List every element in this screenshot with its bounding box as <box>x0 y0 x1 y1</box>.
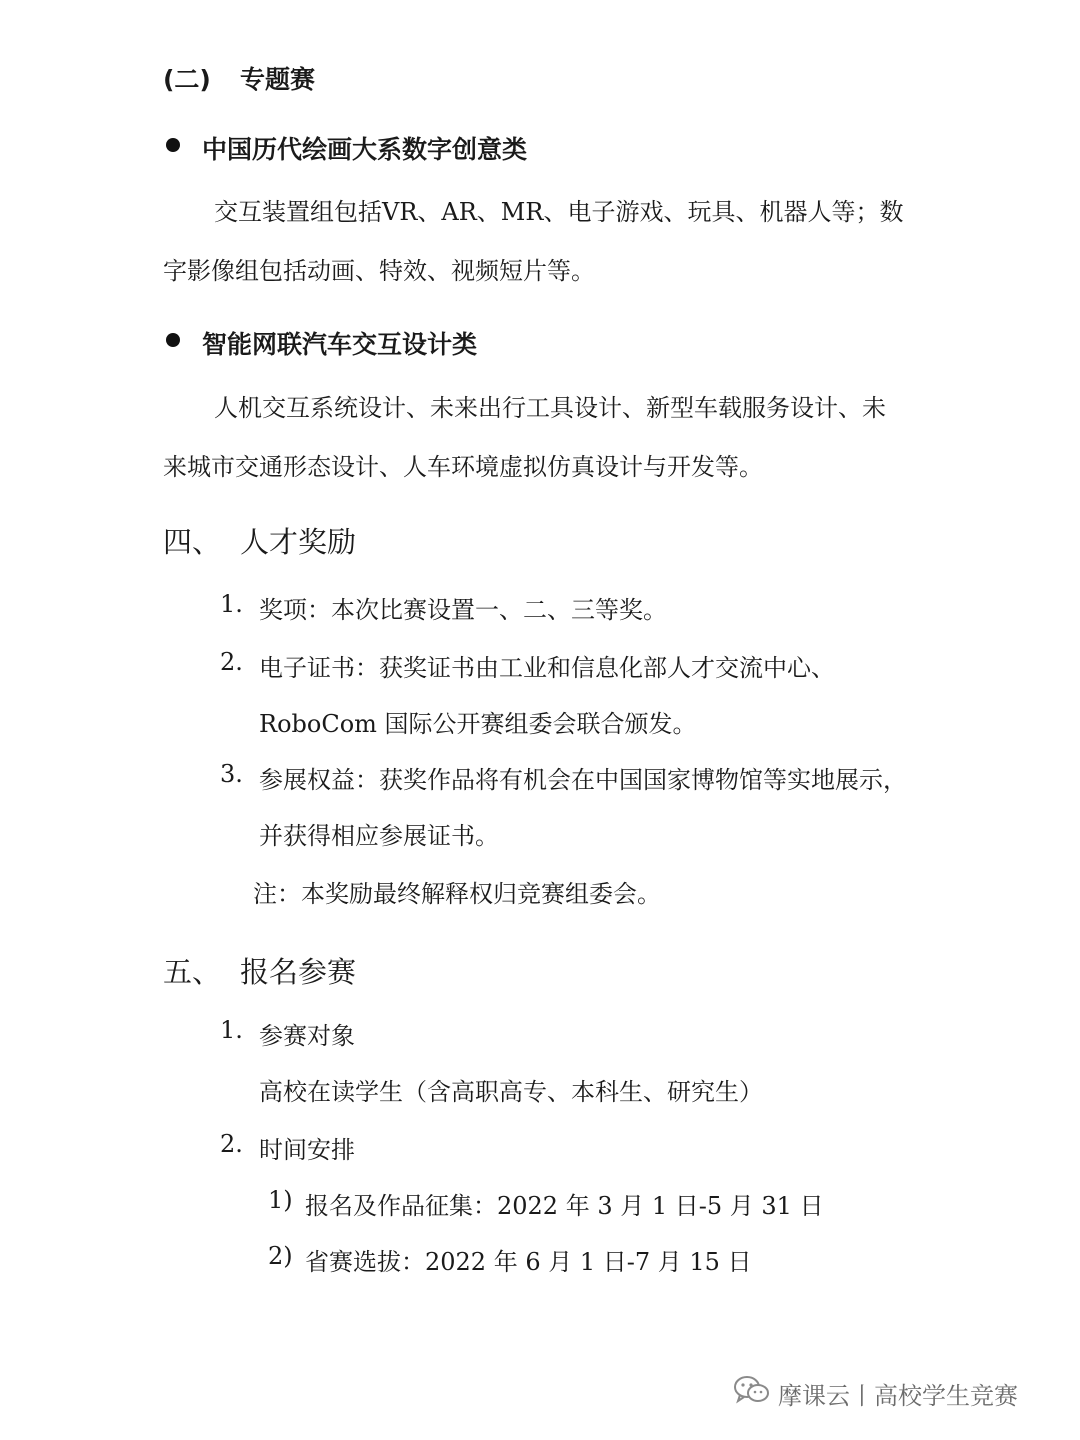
registration-item-1-continuation: 高校在读学生（含高职高专、本科生、研究生） <box>259 1078 763 1106</box>
award-item-1-text: 奖项：本次比赛设置一、二、三等奖。 <box>259 596 667 624</box>
award-item-3-number: 3. <box>220 760 243 788</box>
award-item-3-text: 参展权益：获奖作品将有机会在中国国家博物馆等实地展示， <box>259 766 907 794</box>
bullet-icon <box>166 333 180 347</box>
category-1-line-1: 交互装置组包括VR、AR、MR、电子游戏、玩具、机器人等；数 <box>214 198 904 226</box>
category-2-line-1: 人机交互系统设计、未来出行工具设计、新型车载服务设计、未 <box>214 394 886 422</box>
award-note: 注：本奖励最终解释权归竞赛组委会。 <box>253 880 661 908</box>
award-item-2-number: 2. <box>220 648 243 676</box>
award-item-3-continuation: 并获得相应参展证书。 <box>259 822 499 850</box>
category-1-line-2: 字影像组包括动画、特效、视频短片等。 <box>163 257 595 285</box>
schedule-item-1-number: 1) <box>268 1186 293 1214</box>
watermark-text: 摩课云丨高校学生竞赛 <box>778 1382 1018 1410</box>
category-1-title: 中国历代绘画大系数字创意类 <box>202 135 528 164</box>
award-item-2-text: 电子证书：获奖证书由工业和信息化部人才交流中心、 <box>259 654 835 682</box>
registration-item-2-number: 2. <box>220 1130 243 1158</box>
section-four-number: 四、 <box>163 525 222 559</box>
wechat-icon <box>733 1374 771 1406</box>
category-2-title: 智能网联汽车交互设计类 <box>202 330 478 359</box>
registration-item-2-text: 时间安排 <box>259 1136 355 1164</box>
schedule-item-2-text: 省赛选拔：2022 年 6 月 1 日-7 月 15 日 <box>305 1248 752 1276</box>
schedule-item-1-text: 报名及作品征集：2022 年 3 月 1 日-5 月 31 日 <box>305 1192 824 1220</box>
section-four-title: 人才奖励 <box>240 525 357 559</box>
section-five-number: 五、 <box>163 955 222 989</box>
section-two-title: 专题赛 <box>240 65 316 94</box>
bullet-icon <box>166 138 180 152</box>
award-item-1-number: 1. <box>220 590 243 618</box>
registration-item-1-number: 1. <box>220 1016 243 1044</box>
category-2-line-2: 来城市交通形态设计、人车环境虚拟仿真设计与开发等。 <box>163 453 763 481</box>
schedule-item-2-number: 2) <box>268 1242 293 1270</box>
award-item-2-continuation: RoboCom 国际公开赛组委会联合颁发。 <box>259 710 697 738</box>
section-two-label: (二) <box>163 65 211 94</box>
section-five-title: 报名参赛 <box>240 955 357 989</box>
registration-item-1-text: 参赛对象 <box>259 1022 355 1050</box>
